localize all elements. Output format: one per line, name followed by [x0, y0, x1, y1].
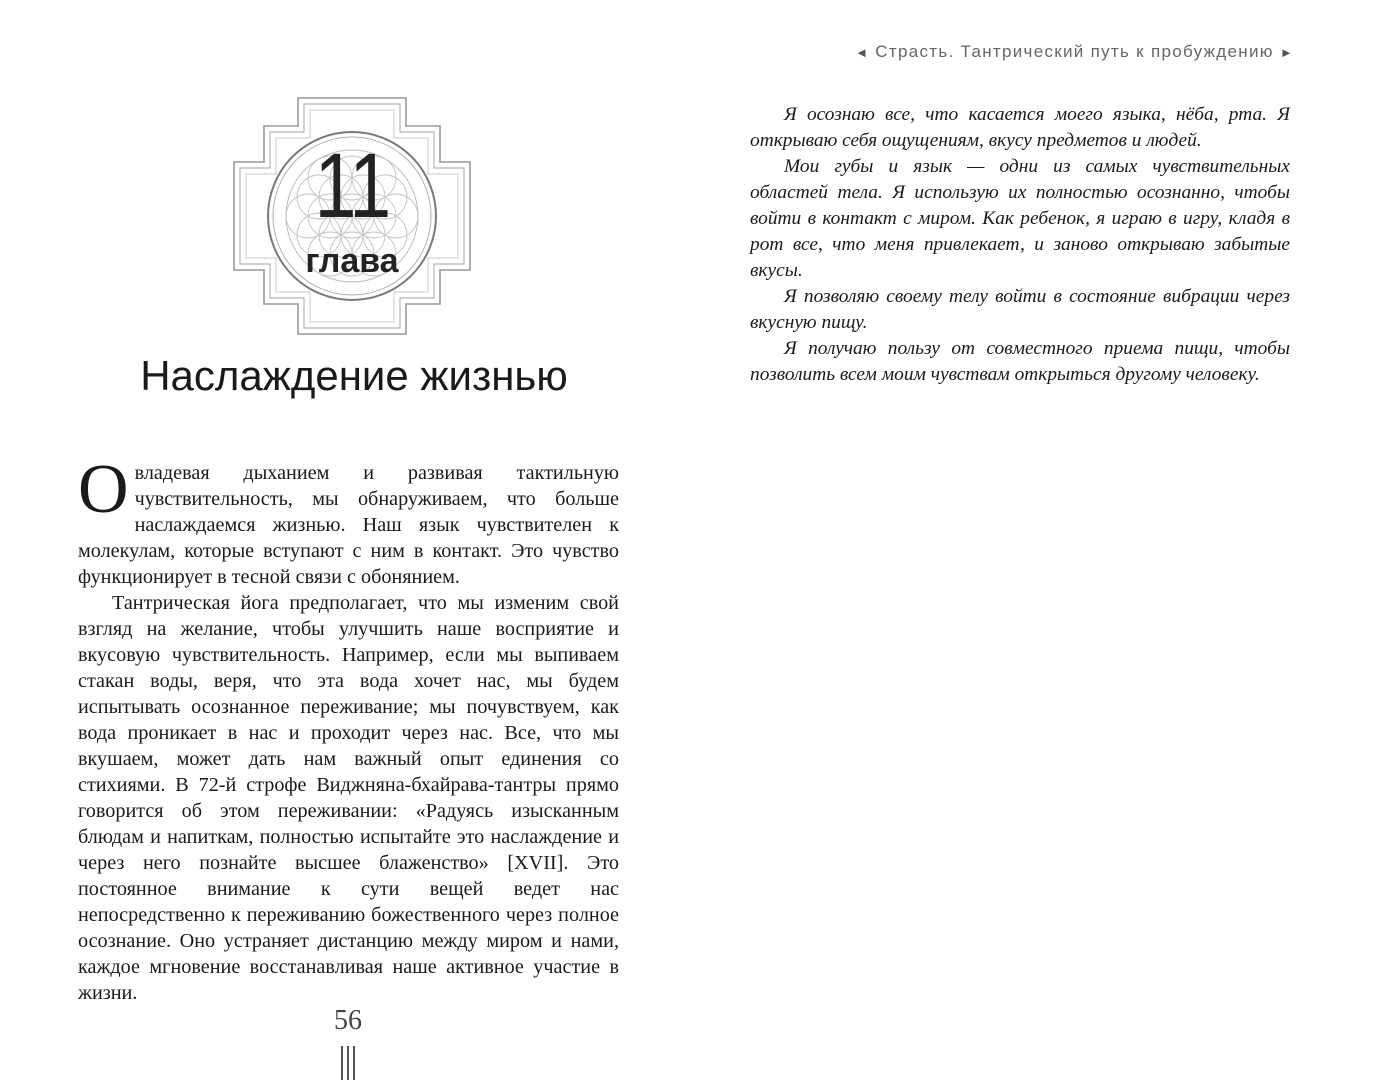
page-number-ornament	[339, 1046, 357, 1080]
paragraph: Тантрическая йога предполагает, что мы изменим свой взгляд на желание, чтобы улучшить наше восприятие и вкусовую чувствительность. Например, если мы выпиваем стакан воды, веря, что эта вода хочет нас, мы будем испытывать осознанное переживание; мы почувствуем, как вода проникает в нас и проходит через нас. Все, что мы вкушаем, может дать нам важный опыт единения со стихиями. В 72-й строфе Виджняна-бхайрава-тантры прямо говорится об этом переживании: «Радуясь изысканным блюдам и напиткам, полностью испытайте это наслаждение и через него познайте высшее блаженство» [XVII]. Это постоянное внимание к сути вещей ведет нас непосредственно к переживанию божественного через полное осознание. Оно устраняет дистанцию между миром и нами, каждое мгновение восстанавливая наше активное участие в жизни.	[78, 592, 619, 1004]
affirmation-paragraph: Я осознаю все, что касается моего языка, нёба, рта. Я открываю себя ощущениям, вкусу предметов и людей.	[750, 104, 1290, 151]
left-arrow-icon: ◄	[855, 45, 870, 60]
running-header-title: Страсть. Тантрический путь к пробуждению	[875, 42, 1274, 61]
right-arrow-icon: ►	[1279, 45, 1294, 60]
chapter-number: 11	[314, 135, 390, 237]
chapter-emblem	[232, 96, 472, 336]
right-page	[688, 0, 1377, 1080]
chapter-label: глава	[305, 242, 399, 280]
paragraph: Овладевая дыханием и развивая тактильную чувствительность, мы обнаруживаем, что больше наслаждаемся жизнью. Наш язык чувствителен к молекулам, которые вступают с ним в контакт. Это чувство функционирует в тесной связи с обонянием.	[78, 451, 619, 588]
affirmation-paragraph: Мои губы и язык — одни из самых чувствительных областей тела. Я использую их полностью осознанно, чтобы войти в контакт с миром. Как ребенок, я играю в игру, кладя в рот все, что меня привлекает, и заново открываю забытые вкусы.	[750, 156, 1290, 281]
left-page	[0, 0, 688, 1080]
body-text	[78, 451, 619, 1006]
drop-cap: О	[78, 451, 129, 528]
affirmations	[750, 102, 1290, 388]
affirmation-paragraph: Я получаю пользу от совместного приема пищи, чтобы позволить всем моим чувствам открыться другому человеку.	[750, 338, 1290, 385]
page-number: 56	[334, 1005, 362, 1036]
affirmation-paragraph: Я позволяю своему телу войти в состояние вибрации через вкусную пищу.	[750, 286, 1290, 333]
chapter-title: Наслаждение жизнью	[140, 352, 568, 399]
running-header	[774, 40, 1294, 65]
